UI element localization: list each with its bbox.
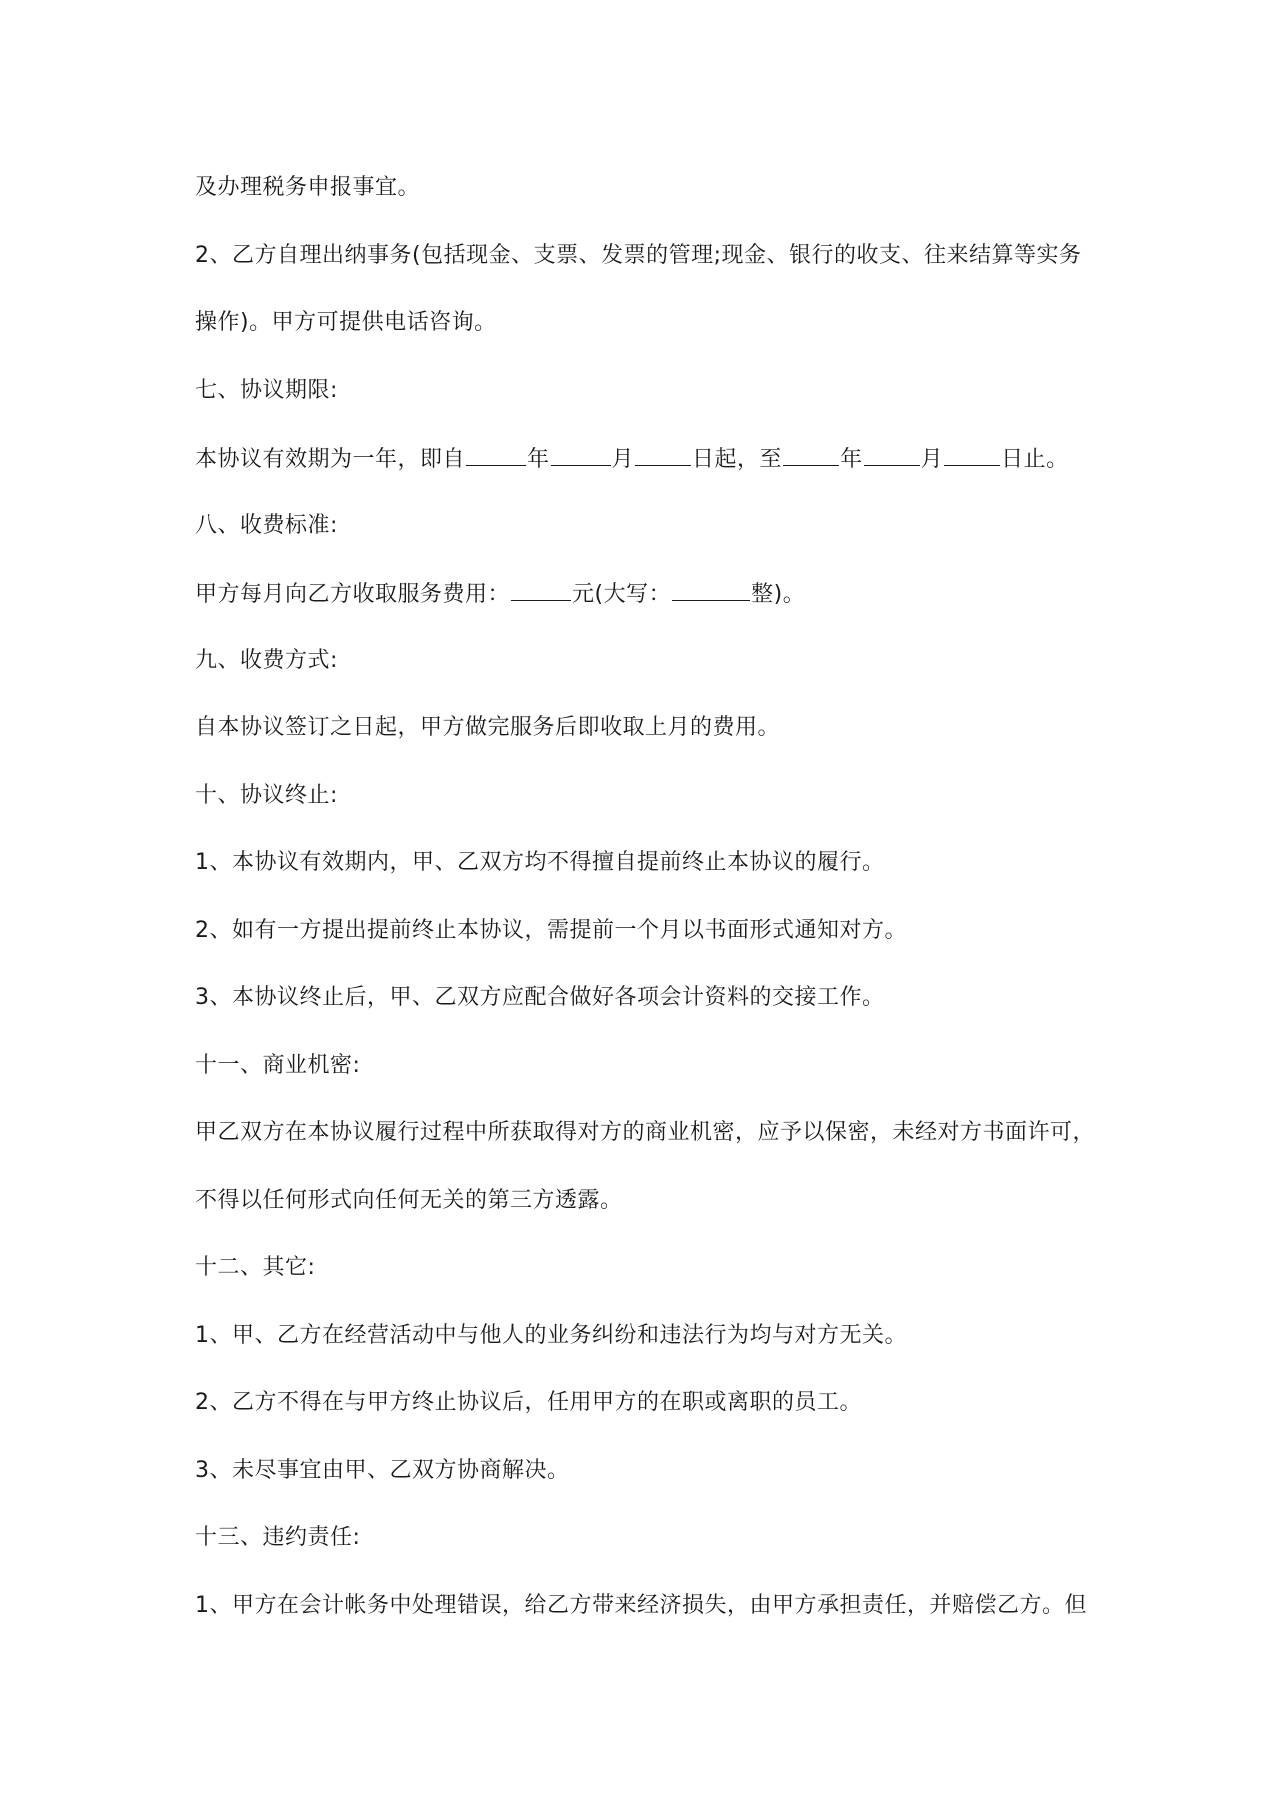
paragraph-line: 3、未尽事宜由甲、乙双方协商解决。 xyxy=(195,1458,570,1483)
text-segment: 日止。 xyxy=(1001,447,1069,472)
text-segment: 整)。 xyxy=(751,582,806,607)
section-heading: 十一、商业机密: xyxy=(195,1053,361,1078)
paragraph-line: 甲乙双方在本协议履行过程中所获取得对方的商业机密，应予以保密，未经对方书面许可， xyxy=(195,1120,1096,1145)
text-segment: 甲方每月向乙方收取服务费用： xyxy=(195,582,511,607)
end-year-blank[interactable] xyxy=(783,443,839,466)
text-segment: 日起，至 xyxy=(692,447,783,472)
paragraph-line: 2、乙方不得在与甲方终止协议后，任用甲方的在职或离职的员工。 xyxy=(195,1390,862,1415)
agreement-term-line xyxy=(195,443,1069,475)
section-heading: 八、收费标准: xyxy=(195,513,338,538)
text-segment: 月 xyxy=(920,447,944,472)
start-month-blank[interactable] xyxy=(551,443,611,466)
paragraph-line: 操作)。甲方可提供电话咨询。 xyxy=(195,310,497,335)
document-page xyxy=(195,0,1095,1811)
paragraph-line: 1、本协议有效期内，甲、乙双方均不得擅自提前终止本协议的履行。 xyxy=(195,850,885,875)
paragraph-line: 2、乙方自理出纳事务(包括现金、支票、发票的管理;现金、银行的收支、往来结算等实务 xyxy=(195,243,1082,268)
end-day-blank[interactable] xyxy=(944,443,1000,466)
section-heading: 十三、违约责任: xyxy=(195,1525,361,1550)
paragraph-line: 3、本协议终止后，甲、乙双方应配合做好各项会计资料的交接工作。 xyxy=(195,985,885,1010)
fee-amount-words-blank[interactable] xyxy=(672,578,750,601)
paragraph-line: 自本协议签订之日起，甲方做完服务后即收取上月的费用。 xyxy=(195,715,781,740)
start-year-blank[interactable] xyxy=(466,443,526,466)
fee-amount-blank[interactable] xyxy=(511,578,571,601)
text-segment: 年 xyxy=(527,447,550,472)
paragraph-line: 2、如有一方提出提前终止本协议，需提前一个月以书面形式通知对方。 xyxy=(195,918,907,943)
section-heading: 十二、其它: xyxy=(195,1255,316,1280)
start-day-blank[interactable] xyxy=(635,443,691,466)
paragraph-line: 不得以任何形式向任何无关的第三方透露。 xyxy=(195,1188,623,1213)
text-segment: 本协议有效期为一年，即自 xyxy=(195,447,466,472)
paragraph-line: 1、甲方在会计帐务中处理错误，给乙方带来经济损失，由甲方承担责任，并赔偿乙方。但 xyxy=(195,1593,1088,1618)
fee-line xyxy=(195,578,805,610)
text-segment: 年 xyxy=(840,447,863,472)
end-month-blank[interactable] xyxy=(864,443,920,466)
section-heading: 七、协议期限: xyxy=(195,378,338,403)
text-segment: 元(大写： xyxy=(572,582,672,607)
paragraph-line: 1、甲、乙方在经营活动中与他人的业务纠纷和违法行为均与对方无关。 xyxy=(195,1323,907,1348)
section-heading: 十、协议终止: xyxy=(195,783,338,808)
paragraph-line: 及办理税务申报事宜。 xyxy=(195,175,421,200)
section-heading: 九、收费方式: xyxy=(195,648,338,673)
text-segment: 月 xyxy=(611,447,635,472)
